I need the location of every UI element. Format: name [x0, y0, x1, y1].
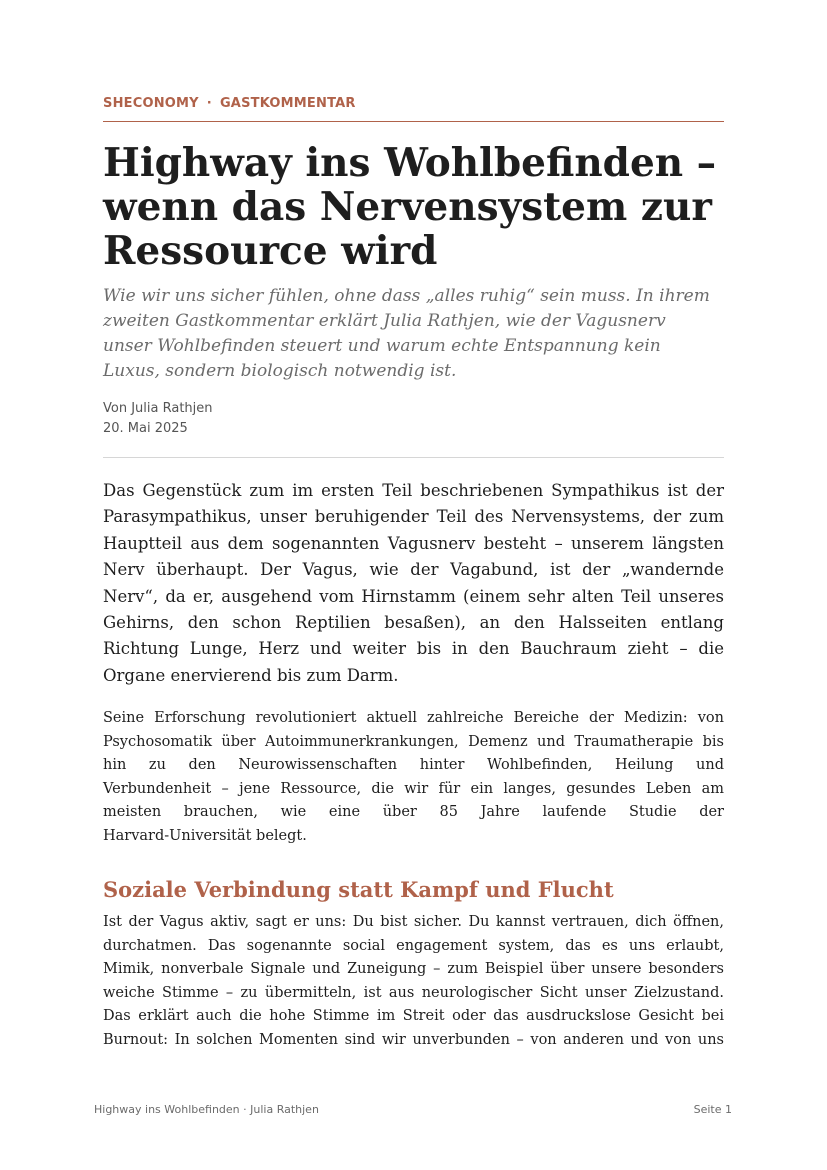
footer-running-title: Highway ins Wohlbefinden · Julia Rathjen	[94, 1103, 319, 1116]
title-line: wenn das Nervensystem zur	[103, 184, 712, 230]
title-line: Ressource wird	[103, 228, 438, 274]
paragraph-line: Hauptteil aus dem sogenannten Vagusnerv besteht – unserem längsten	[103, 533, 724, 553]
paragraph-line: Richtung Lunge, Herz und weiter bis in den Bauchraum zieht – die	[103, 639, 724, 659]
paragraph-3	[103, 911, 724, 1052]
publish-date: 20. Mai 2025	[103, 421, 188, 436]
paragraph-line: Nerv“, da er, ausgehend vom Hirnstamm (einem sehr alten Teil unseres	[103, 586, 724, 606]
kicker-separator: ·	[206, 96, 212, 111]
paragraph-line: Mimik, nonverbale Signale und Zuneigung – zum Beispiel über unsere besonders	[103, 961, 724, 977]
paragraph-line: Psychosomatik über Autoimmunerkrankungen, Demenz und Traumatherapie bis	[103, 733, 724, 750]
paragraph-2	[103, 707, 724, 848]
lead-line: Luxus, sondern biologisch notwendig ist.	[103, 361, 457, 381]
footer-page-number: Seite 1	[693, 1103, 732, 1116]
header-divider	[103, 121, 724, 122]
byline	[103, 399, 213, 439]
paragraph-line: Ist der Vagus aktiv, sagt er uns: Du bist sicher. Du kannst vertrauen, dich öffnen,	[103, 914, 724, 930]
article-lead	[103, 284, 724, 384]
paragraph-line: meisten brauchen, wie eine über 85 Jahre laufende Studie der	[103, 804, 724, 820]
paragraph-1	[103, 478, 724, 689]
category-label[interactable]: GASTKOMMENTAR	[219, 96, 356, 111]
paragraph-line: Parasympathikus, unser beruhigender Teil des Nervensystems, der zum	[103, 507, 724, 527]
paragraph-line: Organe enervierend bis zum Darm.	[103, 665, 399, 685]
paragraph-line: hin zu den Neurowissenschaften hinter Wohlbefinden, Heilung und	[103, 757, 724, 773]
lead-line: Wie wir uns sicher fühlen, ohne dass „alles ruhig“ sein muss. In ihrem	[103, 286, 710, 306]
paragraph-line: weiche Stimme – zu übermitteln, ist aus neurologischer Sicht unser Zielzustand.	[103, 984, 724, 1001]
lead-line: unser Wohlbefinden steuert und warum echte Entspannung kein	[103, 336, 661, 356]
paragraph-line: Das erklärt auch die hohe Stimme im Streit oder das ausdruckslose Gesicht bei	[103, 1008, 724, 1024]
paragraph-line: Verbundenheit – jene Ressource, die wir für ein langes, gesundes Leben am	[103, 780, 724, 797]
section-label[interactable]: SHECONOMY	[103, 96, 199, 111]
paragraph-line: Harvard-Universität belegt.	[103, 827, 307, 844]
section-kicker	[103, 96, 724, 112]
paragraph-line: Seine Erforschung revolutioniert aktuell zahlreiche Bereiche der Medizin: von	[103, 710, 724, 726]
paragraph-line: Burnout: In solchen Momenten sind wir unverbunden – von anderen und von uns	[103, 1031, 724, 1048]
paragraph-line: Nerv überhaupt. Der Vagus, wie der Vagabund, ist der „wandernde	[103, 560, 724, 580]
paragraph-line: Gehirns, den schon Reptilien besaßen), an den Halsseiten entlang	[103, 613, 724, 633]
article-title	[103, 141, 724, 273]
paragraph-line: Das Gegenstück zum im ersten Teil beschriebenen Sympathikus ist der	[103, 481, 724, 500]
content-divider	[103, 457, 724, 458]
section-heading: Soziale Verbindung statt Kampf und Flucht	[103, 877, 614, 902]
author-name: Von Julia Rathjen	[103, 401, 213, 416]
paragraph-line: durchatmen. Das sogenannte social engagement system, das es uns erlaubt,	[103, 937, 724, 954]
title-line: Highway ins Wohlbefinden –	[103, 140, 717, 186]
lead-line: zweiten Gastkommentar erklärt Julia Rathjen, wie der Vagusnerv	[103, 311, 666, 331]
